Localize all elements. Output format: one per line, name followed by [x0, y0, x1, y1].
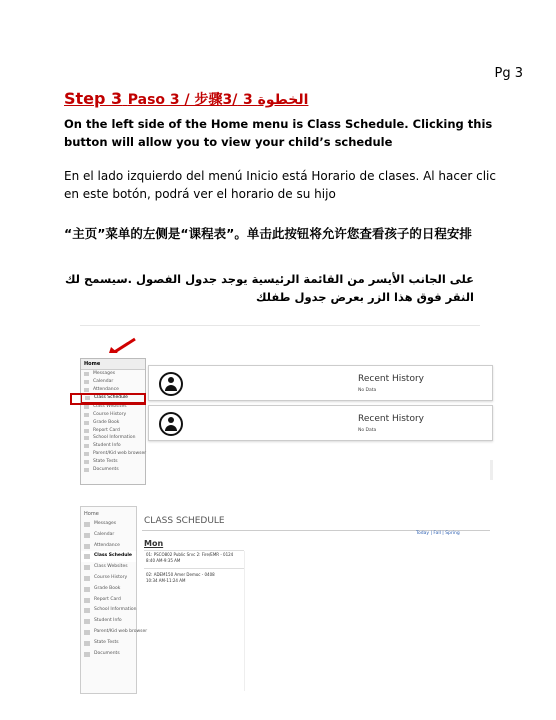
home-sidebar [80, 358, 146, 485]
scan-mark [490, 460, 493, 480]
card-title: Recent History [358, 414, 424, 424]
sidebar-item-state-tests[interactable]: State Tests [81, 458, 145, 466]
sidebar-item-grade-book[interactable]: Grade Book [81, 419, 145, 427]
sidebar-item-calendar[interactable]: Calendar [81, 378, 145, 386]
step-heading-translations: Paso 3 / 步骤3/ [127, 92, 238, 108]
class-schedule-screenshot [80, 506, 492, 692]
home-screenshot [80, 353, 492, 493]
sidebar-item-student-info[interactable]: Student Info [81, 616, 136, 627]
sidebar-item-class-schedule[interactable]: Class Schedule [81, 551, 136, 562]
entry-time: 10:34 AM-11:24 AM [146, 578, 186, 583]
sidebar-header: Home [81, 359, 145, 370]
sidebar-item-attendance[interactable]: Attendance [81, 541, 136, 552]
recent-history-card [148, 405, 493, 441]
schedule-entry[interactable] [146, 572, 215, 584]
card-subtitle: No Data [358, 428, 377, 433]
sidebar-item-attendance[interactable]: Attendance [81, 386, 145, 394]
day-divider [144, 550, 244, 551]
sidebar-item-course-history[interactable]: Course History [81, 411, 145, 419]
schedule-sidebar [80, 506, 148, 694]
sidebar-item-class-websites[interactable]: Class Websites [81, 403, 145, 411]
sidebar-item-documents[interactable]: Documents [81, 649, 136, 660]
paragraph-english: On the left side of the Home menu is Class Schedule. Clicking this button will allow you to view your child’s schedule [64, 117, 493, 149]
sidebar-header: Home [84, 511, 99, 517]
sidebar-item-state-tests[interactable]: State Tests [81, 638, 136, 649]
sidebar-item-course-history[interactable]: Course History [81, 573, 136, 584]
sidebar-item-class-websites[interactable]: Class Websites [81, 562, 136, 573]
sidebar-item-web-browser[interactable]: Parent/Kid web browser [81, 627, 136, 638]
card-title: Recent History [358, 374, 424, 384]
entry-divider [144, 568, 244, 569]
sidebar-item-report-card[interactable]: Report Card [81, 427, 145, 435]
sidebar-item-school-information[interactable]: School Information [81, 434, 145, 442]
sidebar-item-messages[interactable]: Messages [81, 519, 136, 530]
paragraph-arabic: على الجانب الأيسر من القائمة الرئيسية يوجد جدول الفصول .سيسمح لك النقر فوق هذا الزر بعرض جدول طفلك [64, 272, 474, 304]
avatar-icon [159, 412, 183, 436]
sidebar-item-class-schedule[interactable]: Class Schedule [81, 393, 145, 403]
step-heading [64, 89, 308, 109]
sidebar-item-web-browser[interactable]: Parent/Kid web browser [81, 450, 145, 458]
card-subtitle: No Data [358, 388, 377, 393]
day-heading: Mon [144, 539, 164, 548]
schedule-entry[interactable] [146, 552, 233, 564]
sidebar-item-calendar[interactable]: Calendar [81, 530, 136, 541]
paragraph-spanish: En el lado izquierdo del menú Inicio está Horario de clases. Al hacer clic en este botón, podrá ver el horario de su hijo [64, 169, 496, 201]
term-links[interactable]: Today | Fall | Spring [416, 531, 460, 536]
step-heading-arabic: 3 الخطوة [242, 92, 309, 108]
avatar-icon [159, 372, 183, 396]
page-number: Pg 3 [494, 66, 523, 81]
divider [80, 325, 480, 326]
highlight-box [70, 393, 146, 405]
paragraph-chinese: “主页”菜单的左侧是“课程表”。单击此按钮将允许您查看孩子的日程安排 [64, 226, 472, 241]
sidebar-item-documents[interactable]: Documents [81, 466, 145, 474]
sidebar-item-school-information[interactable]: School Information [81, 605, 136, 616]
entry-time: 8:40 AM-9:35 AM [146, 558, 181, 563]
sidebar-item-messages[interactable]: Messages [81, 370, 145, 378]
page-title: CLASS SCHEDULE [144, 516, 225, 526]
step-heading-en: Step 3 [64, 89, 123, 108]
sidebar-item-report-card[interactable]: Report Card [81, 595, 136, 606]
entry-course: 01: PSCO802 Public Srvc 2: Fire/EMR - 0124 [146, 552, 234, 557]
entry-course: 02: ADEM150 Amer Democ - 0408 [146, 572, 215, 577]
sidebar-item-student-info[interactable]: Student Info [81, 442, 145, 450]
recent-history-card [148, 365, 493, 401]
sidebar-item-grade-book[interactable]: Grade Book [81, 584, 136, 595]
